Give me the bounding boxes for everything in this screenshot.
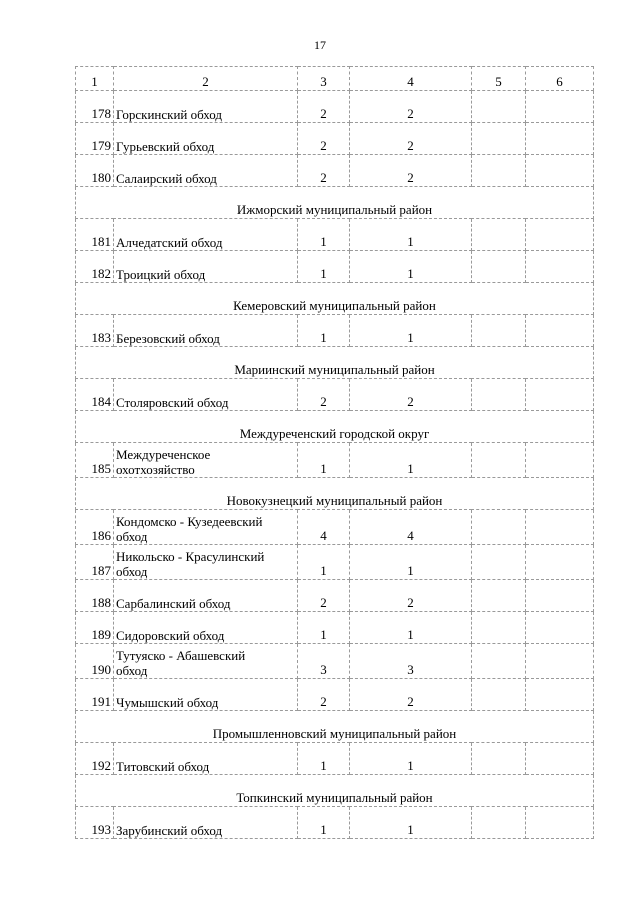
row-number: 183 [76, 315, 114, 347]
row-col5-value [472, 644, 526, 679]
data-table [75, 66, 594, 839]
table-row [76, 443, 594, 478]
row-col6-value [526, 443, 594, 478]
row-col4-value: 2 [350, 379, 472, 411]
table-row [76, 91, 594, 123]
column-header: 4 [350, 67, 472, 91]
row-col5-value [472, 315, 526, 347]
row-col3-value: 1 [298, 219, 350, 251]
row-col3-value: 3 [298, 644, 350, 679]
row-col5-value [472, 443, 526, 478]
table-row [76, 315, 594, 347]
row-col6-value [526, 679, 594, 711]
row-col4-value: 1 [350, 743, 472, 775]
row-number: 189 [76, 612, 114, 644]
row-col6-value [526, 251, 594, 283]
row-col6-value [526, 155, 594, 187]
row-col6-value [526, 580, 594, 612]
table-row [76, 379, 594, 411]
row-col4-value: 2 [350, 91, 472, 123]
row-number: 187 [76, 545, 114, 580]
table-row [76, 743, 594, 775]
row-name: Сидоровский обход [114, 612, 298, 644]
row-col6-value [526, 545, 594, 580]
row-number: 192 [76, 743, 114, 775]
table-row [76, 545, 594, 580]
table-row [76, 644, 594, 679]
row-col4-value: 1 [350, 545, 472, 580]
row-name: Салаирский обход [114, 155, 298, 187]
header-row [76, 67, 594, 91]
row-col3-value: 1 [298, 443, 350, 478]
row-col3-value: 2 [298, 155, 350, 187]
row-col4-value: 2 [350, 679, 472, 711]
row-col5-value [472, 545, 526, 580]
column-header: 6 [526, 67, 594, 91]
row-col5-value [472, 91, 526, 123]
row-col4-value: 2 [350, 155, 472, 187]
row-col5-value [472, 251, 526, 283]
row-name: Кондомско - Кузедеевский обход [114, 510, 298, 545]
row-col6-value [526, 510, 594, 545]
section-row [76, 711, 594, 743]
row-col5-value [472, 123, 526, 155]
row-col4-value: 1 [350, 251, 472, 283]
section-row [76, 411, 594, 443]
row-col5-value [472, 219, 526, 251]
row-col3-value: 1 [298, 612, 350, 644]
row-col3-value: 1 [298, 315, 350, 347]
row-col3-value: 1 [298, 545, 350, 580]
table-row [76, 251, 594, 283]
row-col3-value: 2 [298, 580, 350, 612]
row-col5-value [472, 379, 526, 411]
row-col6-value [526, 219, 594, 251]
section-title: Промышленновский муниципальный район [76, 711, 594, 743]
row-name: Междуреченское охотхозяйство [114, 443, 298, 478]
table-row [76, 155, 594, 187]
row-col4-value: 3 [350, 644, 472, 679]
row-col3-value: 4 [298, 510, 350, 545]
row-col4-value: 1 [350, 807, 472, 839]
column-header: 1 [76, 67, 114, 91]
row-col5-value [472, 155, 526, 187]
section-row [76, 478, 594, 510]
row-name: Троицкий обход [114, 251, 298, 283]
table-row [76, 612, 594, 644]
row-name: Тутуяско - Абашевский обход [114, 644, 298, 679]
table-row [76, 807, 594, 839]
row-col3-value: 1 [298, 743, 350, 775]
row-col5-value [472, 679, 526, 711]
row-col4-value: 1 [350, 612, 472, 644]
row-col5-value [472, 510, 526, 545]
table-row [76, 580, 594, 612]
row-name: Чумышский обход [114, 679, 298, 711]
section-title: Кемеровский муниципальный район [76, 283, 594, 315]
row-col3-value: 2 [298, 679, 350, 711]
table-row [76, 123, 594, 155]
row-col4-value: 2 [350, 580, 472, 612]
page-number: 17 [314, 38, 326, 52]
section-title: Ижморский муниципальный район [76, 187, 594, 219]
row-name: Никольско - Красулинский обход [114, 545, 298, 580]
section-row [76, 775, 594, 807]
row-col3-value: 2 [298, 91, 350, 123]
row-name: Гурьевский обход [114, 123, 298, 155]
section-title: Топкинский муниципальный район [76, 775, 594, 807]
column-header: 3 [298, 67, 350, 91]
section-title: Мариинский муниципальный район [76, 347, 594, 379]
row-number: 191 [76, 679, 114, 711]
row-name: Зарубинский обход [114, 807, 298, 839]
row-col6-value [526, 612, 594, 644]
column-header: 5 [472, 67, 526, 91]
table-row [76, 219, 594, 251]
row-number: 190 [76, 644, 114, 679]
row-col5-value [472, 743, 526, 775]
column-header: 2 [114, 67, 298, 91]
row-col4-value: 1 [350, 315, 472, 347]
row-name: Сарбалинский обход [114, 580, 298, 612]
row-number: 181 [76, 219, 114, 251]
row-number: 193 [76, 807, 114, 839]
table-row [76, 510, 594, 545]
row-name: Столяровский обход [114, 379, 298, 411]
row-col3-value: 1 [298, 807, 350, 839]
row-col6-value [526, 743, 594, 775]
row-col4-value: 2 [350, 123, 472, 155]
row-number: 184 [76, 379, 114, 411]
row-col5-value [472, 807, 526, 839]
row-col4-value: 4 [350, 510, 472, 545]
row-col6-value [526, 644, 594, 679]
row-col4-value: 1 [350, 219, 472, 251]
row-number: 186 [76, 510, 114, 545]
row-col3-value: 2 [298, 123, 350, 155]
row-col6-value [526, 91, 594, 123]
row-number: 188 [76, 580, 114, 612]
row-number: 185 [76, 443, 114, 478]
row-col5-value [472, 612, 526, 644]
row-number: 180 [76, 155, 114, 187]
row-number: 179 [76, 123, 114, 155]
row-col6-value [526, 315, 594, 347]
section-row [76, 283, 594, 315]
section-title: Новокузнецкий муниципальный район [76, 478, 594, 510]
row-col5-value [472, 580, 526, 612]
row-col3-value: 2 [298, 379, 350, 411]
section-title: Междуреченский городской округ [76, 411, 594, 443]
row-col6-value [526, 123, 594, 155]
row-col4-value: 1 [350, 443, 472, 478]
row-col6-value [526, 379, 594, 411]
row-col6-value [526, 807, 594, 839]
row-name: Березовский обход [114, 315, 298, 347]
row-number: 178 [76, 91, 114, 123]
section-row [76, 347, 594, 379]
row-number: 182 [76, 251, 114, 283]
row-col3-value: 1 [298, 251, 350, 283]
row-name: Алчедатский обход [114, 219, 298, 251]
row-name: Горскинский обход [114, 91, 298, 123]
table-row [76, 679, 594, 711]
table-body [76, 67, 594, 839]
row-name: Титовский обход [114, 743, 298, 775]
section-row [76, 187, 594, 219]
